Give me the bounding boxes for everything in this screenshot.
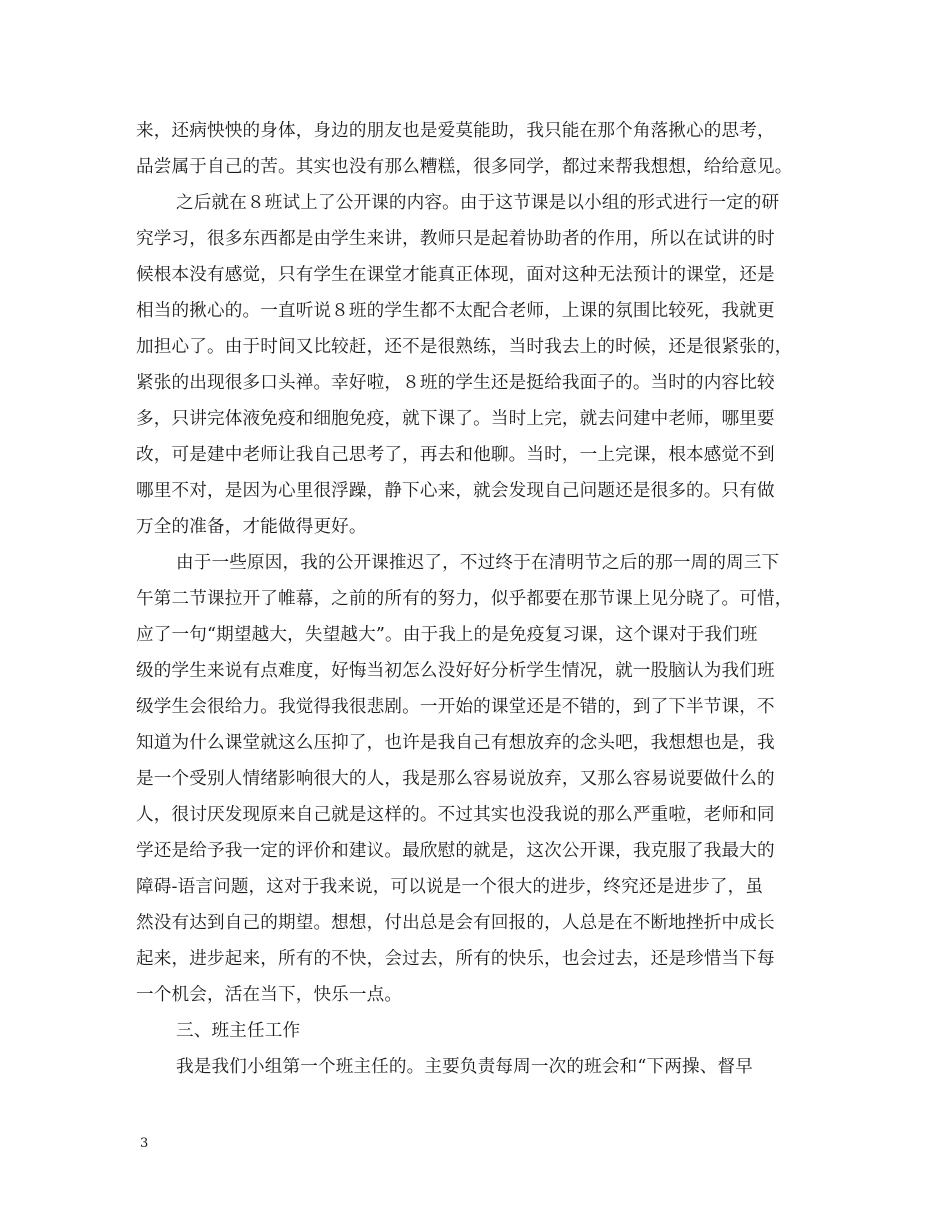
paragraph-first-line: 我是我们小组第一个班主任的。主要负责每周一次的班会和“下两操、督早: [176, 1057, 753, 1077]
text-line: 品尝属于自己的苦。其实也没有那么糟糕，很多同学，都过来帮我想想，给给意见。: [136, 157, 793, 177]
text-line: 学还是给予我一定的评价和建议。最欣慰的就是，这次公开课，我克服了我最大的: [136, 841, 775, 861]
text-line: 人，很讨厌发现原来自己就是这样的。不过其实也没我说的那么严重啦，老师和同: [136, 805, 775, 825]
text-line: 万全的准备，才能做得更好。: [136, 517, 367, 537]
text-line: 级的学生来说有点难度，好悔当初怎么没好好分析学生情况，就一股脑认为我们班: [136, 661, 775, 681]
section-heading: 三、班主任工作: [176, 1021, 301, 1041]
text-line: 障碍-语言问题，这对于我来说，可以说是一个很大的进步，终究还是进步了，虽: [136, 877, 764, 897]
text-line: 哪里不对，是因为心里很浮躁，静下心来，就会发现自己问题还是很多的。只有做: [136, 481, 775, 501]
text-line: 然没有达到自己的期望。想想，付出总是会有回报的，人总是在不断地挫折中成长: [136, 913, 775, 933]
text-line: 知道为什么课堂就这么压抑了，也许是我自己有想放弃的念头吧，我想想也是，我: [136, 733, 775, 753]
text-line: 应了一句“期望越大，失望越大”。由于我上的是免疫复习课，这个课对于我们班: [136, 625, 758, 645]
text-line: 紧张的出现很多口头禅。幸好啦，８班的学生还是挺给我面子的。当时的内容比较: [136, 373, 775, 393]
paragraph-first-line: 之后就在８班试上了公开课的内容。由于这节课是以小组的形式进行一定的研: [176, 193, 780, 213]
text-line: 一个机会，活在当下，快乐一点。: [136, 985, 403, 1005]
text-line: 级学生会很给力。我觉得我很悲剧。一开始的课堂还是不错的，到了下半节课，不: [136, 697, 775, 717]
text-line: 起来，进步起来，所有的不快，会过去，所有的快乐，也会过去，还是珍惜当下每: [136, 949, 775, 969]
text-line: 候根本没有感觉，只有学生在课堂才能真正体现，面对这种无法预计的课堂，还是: [136, 265, 775, 285]
paragraph-first-line: 由于一些原因，我的公开课推迟了，不过终于在清明节之后的那一周的周三下: [176, 553, 780, 573]
text-line: 是一个受别人情绪影响很大的人，我是那么容易说放弃，又那么容易说要做什么的: [136, 769, 775, 789]
text-line: 改，可是建中老师让我自己思考了，再去和他聊。当时，一上完课，根本感觉不到: [136, 445, 775, 465]
text-line: 相当的揪心的。一直听说８班的学生都不太配合老师，上课的氛围比较死，我就更: [136, 301, 775, 321]
text-line: 来，还病怏怏的身体，身边的朋友也是爱莫能助，我只能在那个角落揪心的思考，: [136, 121, 775, 141]
page-number: 3: [140, 1136, 149, 1151]
text-line: 究学习，很多东西都是由学生来讲，教师只是起着协助者的作用，所以在试讲的时: [136, 229, 775, 249]
text-line: 加担心了。由于时间又比较赶，还不是很熟练，当时我去上的时候，还是很紧张的，: [136, 337, 793, 357]
text-line: 多，只讲完体液免疫和细胞免疫，就下课了。当时上完，就去问建中老师，哪里要: [136, 409, 775, 429]
text-line: 午第二节课拉开了帷幕，之前的所有的努力，似乎都要在那节课上见分晓了。可惜，: [136, 589, 793, 609]
